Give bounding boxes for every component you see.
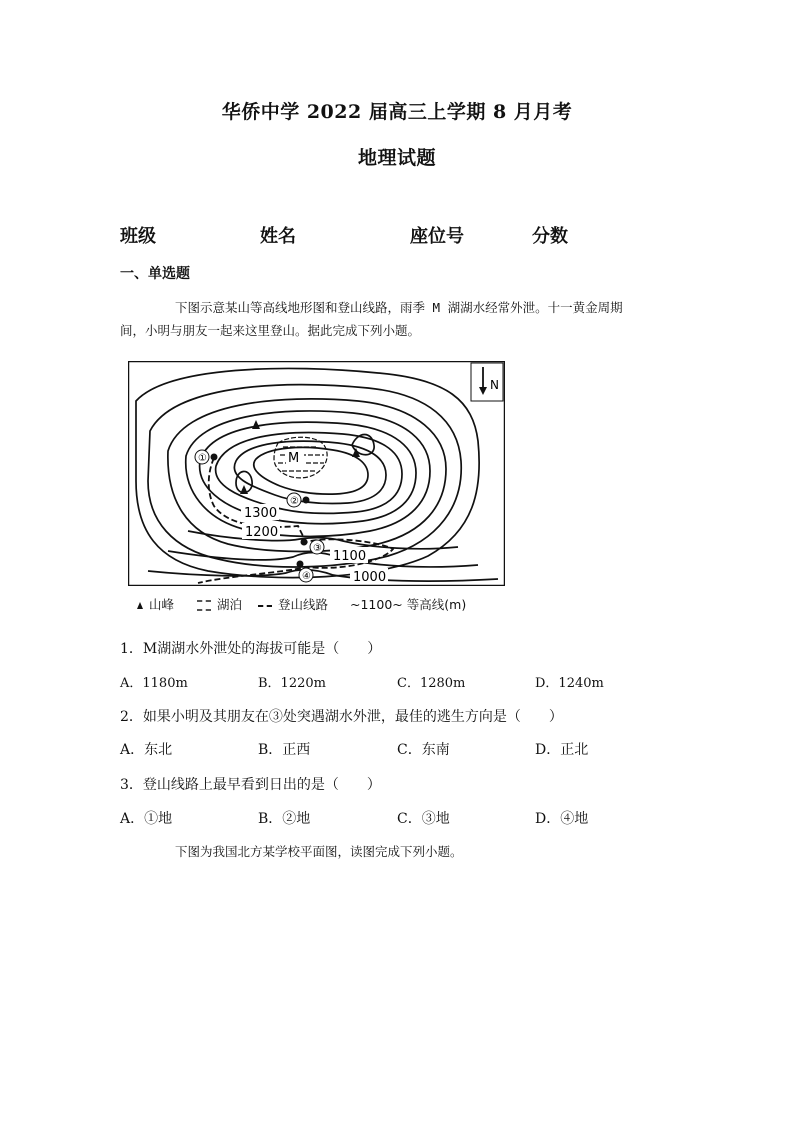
- point-4-label: ④: [302, 571, 311, 582]
- section-title: 一、单选题: [120, 266, 190, 282]
- lake-icon: [197, 600, 211, 611]
- q2-option-d[interactable]: D．正北: [535, 742, 589, 758]
- point-3-dot: [301, 539, 308, 546]
- lake-label: M: [288, 451, 300, 466]
- contour-icon: ~: [350, 597, 361, 612]
- contour-label-1200: 1200: [245, 525, 279, 540]
- intro-paragraph: [120, 296, 672, 319]
- question-3-stem: 3．登山线路上最早看到日出的是（ ）: [120, 777, 381, 793]
- north-label: N: [490, 378, 499, 392]
- peak-icon: [137, 602, 143, 609]
- contour-label-1000: 1000: [353, 570, 387, 585]
- point-1-label: ①: [198, 453, 207, 464]
- exam-title: 华侨中学 2022 届高三上学期 8 月月考: [221, 101, 573, 123]
- q2-option-c[interactable]: C．东南: [397, 742, 450, 758]
- q2-option-a[interactable]: A．东北: [120, 742, 173, 758]
- contour-map: [128, 361, 505, 586]
- point-4-dot: [297, 561, 304, 568]
- field-name: 姓名: [260, 226, 296, 247]
- q3-option-c[interactable]: C．③地: [397, 811, 450, 827]
- q1-option-d[interactable]: D．1240m: [535, 676, 604, 691]
- q1-option-c[interactable]: C．1280m: [397, 676, 466, 691]
- legend-lake: [197, 595, 242, 613]
- q1-option-b[interactable]: B．1220m: [258, 676, 326, 691]
- question-1-stem: 1．M湖湖水外泄处的海拔可能是（ ）: [120, 641, 382, 657]
- legend-contour: [350, 595, 466, 613]
- point-2-label: ②: [290, 496, 299, 507]
- intro-paragraph-cont: [120, 319, 672, 342]
- question-2-stem: 2．如果小明及其朋友在③处突遇湖水外泄，最佳的逃生方向是（ ）: [120, 709, 563, 725]
- point-2-dot: [303, 497, 310, 504]
- q3-option-b[interactable]: B．②地: [258, 811, 311, 827]
- intro-line-1: 下图示意某山等高线地形图和登山线路，雨季 M 湖湖水经常外泄。十一黄金周期: [175, 300, 623, 315]
- field-class: 班级: [120, 226, 156, 247]
- contour-icon: ~: [392, 597, 403, 612]
- contour-label-1100: 1100: [333, 549, 367, 564]
- legend-route: [258, 595, 328, 613]
- legend-lake-label: 湖泊: [217, 597, 243, 612]
- intro-line-2: 间，小明与朋友一起来这里登山。据此完成下列小题。: [120, 323, 421, 338]
- legend-peak-label: 山峰: [149, 597, 175, 612]
- legend-route-label: 登山线路: [278, 597, 329, 612]
- q3-option-a[interactable]: A．①地: [120, 811, 173, 827]
- point-1-dot: [211, 454, 218, 461]
- contour-label-1300: 1300: [244, 506, 278, 521]
- field-score: 分数: [532, 226, 568, 247]
- field-seat: 座位号: [410, 226, 464, 247]
- route-icon: [258, 605, 272, 607]
- legend-contour-value: 1100: [360, 597, 393, 612]
- q1-option-a[interactable]: A．1180m: [120, 676, 188, 691]
- q2-option-b[interactable]: B．正西: [258, 742, 311, 758]
- point-3-label: ③: [313, 543, 322, 554]
- intro-paragraph-2: 下图为我国北方某学校平面图，读图完成下列小题。: [175, 844, 463, 859]
- legend-peak: [137, 595, 174, 613]
- legend-contour-label: 等高线(m): [406, 597, 467, 612]
- q3-option-d[interactable]: D．④地: [535, 811, 589, 827]
- north-arrow-icon: [471, 363, 503, 401]
- exam-subtitle: 地理试题: [357, 147, 436, 169]
